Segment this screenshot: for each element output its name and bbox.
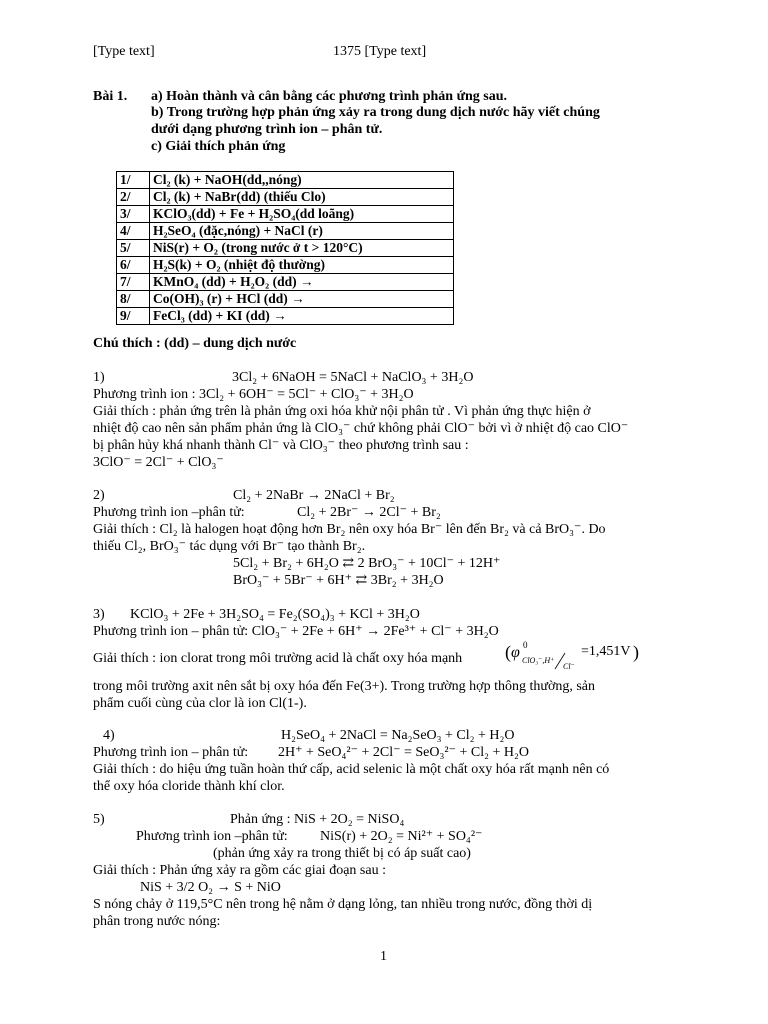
phi-value: =1,451V (581, 644, 631, 659)
phi-symbol: φ (511, 644, 520, 661)
s4-ion-equation: 2H⁺ + SeO₄²⁻ + 2Cl⁻ = SeO₃²⁻ + Cl₂ + H₂O (278, 745, 529, 760)
s5-explain-1: Giải thích : Phản ứng xảy ra gồm các giai đoạn sau : (93, 863, 386, 878)
reaction-table (116, 171, 454, 325)
s2-ion-equation: Cl₂ + 2Br⁻ → 2Cl⁻ + Br₂ (297, 505, 441, 520)
s4-number: 4) (103, 728, 115, 743)
reaction-row (117, 257, 454, 274)
s3-ion-equation: Phương trình ion – phân tử: ClO₃⁻ + 2Fe + 6H⁺ → 2Fe³⁺ + Cl⁻ + 3H₂O (93, 624, 499, 639)
reaction-text: Cl₂ (k) + NaBr(dd) (thiếu Clo) (150, 189, 454, 206)
s3-potential-formula: ( φ 0 ClO₃⁻,H⁺ Cl⁻ =1,451V ) (505, 640, 639, 671)
exercise-part-b-line2: dưới dạng phương trình ion – phân tử. (151, 122, 383, 137)
exercise-part-b-line1: b) Trong trường hợp phản ứng xảy ra trong dung dịch nước hãy viết chúng (151, 105, 600, 120)
s5-condition: (phản ứng xảy ra trong thiết bị có áp suất cao) (213, 846, 471, 861)
page-number: 1 (380, 949, 387, 964)
exercise-part-c: c) Giải thích phản ứng (151, 139, 286, 154)
reaction-row (117, 206, 454, 223)
reaction-number: 5/ (117, 240, 150, 257)
reaction-number: 7/ (117, 274, 150, 291)
reaction-row (117, 240, 454, 257)
phi-reduced-form: Cl⁻ (563, 662, 575, 671)
s3-equation: KClO₃ + 2Fe + 3H₂SO₄ = Fe₂(SO₄)₃ + KCl + 3H₂O (130, 607, 420, 622)
s5-ion-equation: NiS(r) + 2O₂ = Ni²⁺ + SO₄²⁻ (320, 829, 483, 844)
s1-explain-4: 3ClO⁻ = 2Cl⁻ + ClO₃⁻ (93, 455, 224, 470)
phi-superscript: 0 (523, 640, 528, 650)
s1-equation: 3Cl₂ + 6NaOH = 5NaCl + NaClO₃ + 3H₂O (232, 370, 474, 385)
reaction-text: KClO₃(dd) + Fe + H₂SO₄(dd loãng) (150, 206, 454, 223)
table-note: Chú thích : (dd) – dung dịch nước (93, 336, 297, 351)
s4-explain-1: Giải thích : do hiệu ứng tuần hoàn thứ cấp, acid selenic là một chất oxy hóa rất mạnh nên có (93, 762, 610, 777)
s2-ion-label: Phương trình ion –phân tử: (93, 505, 245, 520)
s3-number: 3) (93, 607, 105, 622)
s1-explain-1: Giải thích : phản ứng trên là phản ứng oxi hóa khử nội phân tử . Vì phản ứng thực hiện ở (93, 404, 591, 419)
s1-ion-equation: Phương trình ion : 3Cl₂ + 6OH⁻ = 5Cl⁻ + ClO₃⁻ + 3H₂O (93, 387, 414, 402)
s3-explain-3: phẩm cuối cùng của clor là ion Cl(1-). (93, 696, 307, 711)
header-left: [Type text] (93, 44, 155, 59)
s5-equation: Phản ứng : NiS + 2O₂ = NiSO₄ (230, 812, 405, 827)
reaction-text: H₂SeO₄ (đặc,nóng) + NaCl (r) (150, 223, 454, 240)
s2-number: 2) (93, 488, 105, 503)
phi-subscript: ClO₃⁻,H⁺ (522, 656, 555, 665)
reaction-number: 8/ (117, 291, 150, 308)
s2-explain-1: Giải thích : Cl₂ là halogen hoạt động hơn Br₂ nên oxy hóa Br⁻ lên đến Br₂ và cả BrO₃⁻. Do (93, 522, 606, 537)
reaction-text: Co(OH)₃ (r) + HCl (dd) → (150, 291, 454, 308)
reaction-text: Cl₂ (k) + NaOH(dd,,nóng) (150, 172, 454, 189)
reaction-text: FeCl₃ (dd) + KI (dd) → (150, 308, 454, 325)
reaction-number: 4/ (117, 223, 150, 240)
s3-explain-1: Giải thích : ion clorat trong môi trường acid là chất oxy hóa mạnh (93, 651, 463, 666)
s5-explain-2: S nóng chảy ở 119,5°C nên trong hệ nằm ở dạng lỏng, tan nhiều trong nước, đồng thời dị (93, 897, 593, 912)
reaction-number: 9/ (117, 308, 150, 325)
reaction-row (117, 223, 454, 240)
exercise-part-a: a) Hoàn thành và cân bằng các phương trình phản ứng sau. (151, 89, 507, 104)
reaction-number: 1/ (117, 172, 150, 189)
s4-ion-label: Phương trình ion – phân tử: (93, 745, 249, 760)
exercise-label: Bài 1. (93, 89, 128, 104)
s2-equation: Cl₂ + 2NaBr → 2NaCl + Br₂ (233, 488, 395, 503)
header-center: 1375 [Type text] (333, 44, 427, 59)
reaction-text: H₂S(k) + O₂ (nhiệt độ thường) (150, 257, 454, 274)
reaction-text: KMnO₄ (dd) + H₂O₂ (dd) → (150, 274, 454, 291)
s1-explain-2: nhiệt độ cao nên sản phẩm phản ứng là ClO₃⁻ chứ không phải ClO⁻ bởi vì ở nhiệt độ cao ClO⁻ (93, 421, 629, 436)
s2-explain-2: thiếu Cl₂, BrO₃⁻ tác dụng với Br⁻ tạo thành Br₂. (93, 539, 366, 554)
reaction-row (117, 308, 454, 325)
reaction-text: NiS(r) + O₂ (trong nước ở t > 120°C) (150, 240, 454, 257)
s1-explain-3: bị phân hủy khá nhanh thành Cl⁻ và ClO₃⁻ theo phương trình sau : (93, 438, 469, 453)
s1-number: 1) (93, 370, 105, 385)
s4-explain-2: thể oxy hóa cloride thành khí clor. (93, 779, 285, 794)
s3-explain-2: trong môi trường axit nên sắt bị oxy hóa đến Fe(3+). Trong trường hợp thông thường, sản (93, 679, 596, 694)
reaction-number: 2/ (117, 189, 150, 206)
s5-step-equation: NiS + 3/2 O₂ → S + NiO (140, 880, 281, 895)
reaction-row (117, 189, 454, 206)
s2-equilibrium-1: 5Cl₂ + Br₂ + 6H₂O ⇄ 2 BrO₃⁻ + 10Cl⁻ + 12H⁺ (233, 556, 501, 571)
reaction-row (117, 274, 454, 291)
s5-number: 5) (93, 812, 105, 827)
reaction-row (117, 172, 454, 189)
reaction-number: 3/ (117, 206, 150, 223)
s5-explain-3: phân trong nước nóng: (93, 914, 221, 929)
s2-equilibrium-2: BrO₃⁻ + 5Br⁻ + 6H⁺ ⇄ 3Br₂ + 3H₂O (233, 573, 444, 588)
reaction-row (117, 291, 454, 308)
s4-equation: H₂SeO₄ + 2NaCl = Na₂SeO₃ + Cl₂ + H₂O (281, 728, 515, 743)
s5-ion-label: Phương trình ion –phân tử: (136, 829, 288, 844)
reaction-number: 6/ (117, 257, 150, 274)
